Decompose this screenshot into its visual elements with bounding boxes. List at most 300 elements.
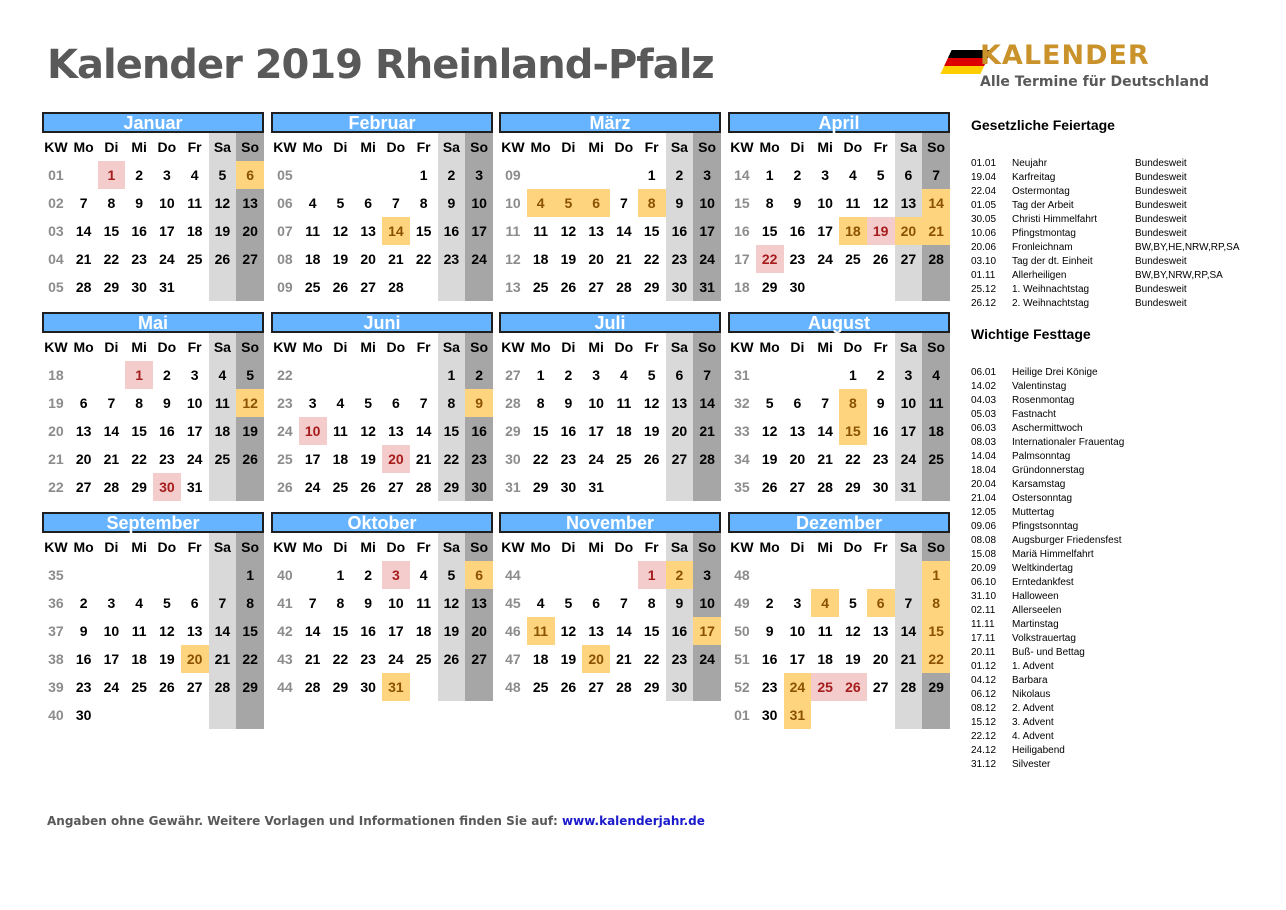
festday-name: Silvester bbox=[1012, 759, 1051, 770]
day-cell: 19 bbox=[761, 451, 778, 467]
month-1 bbox=[271, 112, 493, 301]
day-cell bbox=[922, 273, 950, 301]
day-cell: 28 bbox=[388, 279, 404, 295]
festday-row bbox=[971, 646, 1271, 660]
day-cell: 9 bbox=[666, 589, 694, 617]
day-cell bbox=[811, 561, 839, 589]
festday-date: 09.06 bbox=[971, 521, 997, 532]
day-cell: 27 bbox=[789, 479, 806, 495]
day-cell: 4 bbox=[527, 189, 555, 217]
day-cell: 27 bbox=[75, 479, 92, 495]
day-cell: 20 bbox=[465, 617, 493, 645]
day-cell: 9 bbox=[364, 595, 373, 611]
day-cell: 16 bbox=[761, 651, 778, 667]
week-number: 37 bbox=[48, 623, 64, 639]
day-cell: 12 bbox=[560, 623, 577, 639]
week-row bbox=[271, 273, 493, 301]
day-cell: 17 bbox=[817, 223, 833, 239]
day-cell: 18 bbox=[532, 651, 549, 667]
day-cell: 3 bbox=[693, 161, 721, 189]
day-cell: 11 bbox=[209, 389, 237, 417]
festday-date: 06.10 bbox=[971, 577, 997, 588]
day-cell: 5 bbox=[162, 595, 171, 611]
day-cell: 28 bbox=[895, 673, 923, 701]
day-cell: 10 bbox=[789, 623, 806, 639]
day-cell: 25 bbox=[616, 451, 632, 467]
day-cell bbox=[327, 161, 355, 189]
weekday-header: Mi bbox=[131, 539, 147, 555]
holiday-region: Bundesweit bbox=[1135, 284, 1187, 295]
day-cell: 11 bbox=[131, 623, 147, 639]
day-cell: 14 bbox=[616, 623, 632, 639]
day-cell: 24 bbox=[159, 251, 175, 267]
month-name: Mai bbox=[42, 312, 264, 333]
day-cell: 13 bbox=[895, 189, 923, 217]
day-cell: 12 bbox=[332, 223, 349, 239]
weekday-header: Mi bbox=[817, 139, 833, 155]
legal-holiday-row bbox=[971, 157, 1271, 171]
weekday-header: Mi bbox=[360, 539, 376, 555]
day-cell bbox=[98, 701, 126, 729]
festday-name: Volkstrauertag bbox=[1012, 633, 1076, 644]
day-cell: 20 bbox=[582, 645, 610, 673]
week-number: 25 bbox=[277, 451, 293, 467]
day-cell: 13 bbox=[666, 389, 694, 417]
day-cell: 23 bbox=[159, 451, 175, 467]
weekday-header: So bbox=[465, 533, 493, 561]
day-cell: 20 bbox=[360, 251, 376, 267]
week-row bbox=[499, 361, 721, 389]
holiday-date: 25.12 bbox=[971, 284, 997, 295]
day-cell: 26 bbox=[839, 673, 867, 701]
festday-row bbox=[971, 534, 1271, 548]
day-cell: 25 bbox=[131, 679, 147, 695]
day-cell: 7 bbox=[895, 589, 923, 617]
day-cell: 24 bbox=[388, 651, 404, 667]
week-number: 27 bbox=[505, 367, 521, 383]
day-cell: 23 bbox=[438, 245, 466, 273]
festday-row bbox=[971, 716, 1271, 730]
day-cell: 13 bbox=[236, 189, 264, 217]
day-cell: 22 bbox=[131, 451, 147, 467]
weekday-header: So bbox=[693, 333, 721, 361]
day-cell: 17 bbox=[186, 423, 203, 439]
festday-row bbox=[971, 744, 1271, 758]
festday-row bbox=[971, 422, 1271, 436]
week-row bbox=[271, 389, 493, 417]
week-row bbox=[499, 473, 721, 501]
day-cell: 16 bbox=[131, 223, 147, 239]
holiday-date: 22.04 bbox=[971, 186, 997, 197]
day-cell: 21 bbox=[209, 645, 237, 673]
weekday-header: Fr bbox=[416, 339, 431, 355]
week-number: 36 bbox=[48, 595, 64, 611]
week-number: 34 bbox=[734, 451, 750, 467]
day-cell: 15 bbox=[839, 417, 867, 445]
day-cell: 14 bbox=[616, 223, 632, 239]
day-cell: 28 bbox=[103, 479, 120, 495]
day-cell: 14 bbox=[103, 423, 120, 439]
day-cell: 19 bbox=[560, 651, 577, 667]
day-cell: 11 bbox=[527, 617, 555, 645]
week-number: 43 bbox=[277, 651, 293, 667]
weekday-header: Mi bbox=[588, 539, 604, 555]
week-number: 18 bbox=[734, 279, 750, 295]
week-number: 51 bbox=[734, 651, 750, 667]
week-number: 38 bbox=[48, 651, 64, 667]
day-cell bbox=[895, 701, 923, 729]
day-cell bbox=[895, 561, 923, 589]
weekday-header-row bbox=[42, 533, 264, 561]
day-cell: 26 bbox=[438, 645, 466, 673]
festday-date: 06.12 bbox=[971, 689, 997, 700]
weekday-header: Di bbox=[561, 339, 576, 355]
holiday-date: 26.12 bbox=[971, 298, 997, 309]
festday-name: Aschermittwoch bbox=[1012, 423, 1083, 434]
weekday-header: Sa bbox=[666, 333, 694, 361]
day-cell: 7 bbox=[619, 595, 628, 611]
day-cell bbox=[811, 273, 839, 301]
week-row bbox=[728, 389, 950, 417]
day-cell: 8 bbox=[765, 195, 774, 211]
day-cell: 31 bbox=[159, 279, 175, 295]
weekday-header: Fr bbox=[416, 539, 431, 555]
day-cell: 24 bbox=[186, 451, 203, 467]
day-cell: 15 bbox=[761, 223, 778, 239]
holiday-name: 1. Weihnachtstag bbox=[1012, 284, 1090, 295]
day-cell: 31 bbox=[693, 273, 721, 301]
week-number: 15 bbox=[734, 195, 750, 211]
festday-date: 04.12 bbox=[971, 675, 997, 686]
day-cell: 17 bbox=[789, 651, 806, 667]
month-name: Februar bbox=[271, 112, 493, 133]
weekday-header: So bbox=[236, 533, 264, 561]
day-cell: 28 bbox=[75, 279, 92, 295]
day-cell bbox=[465, 673, 493, 701]
week-row bbox=[728, 217, 950, 245]
day-cell: 11 bbox=[817, 623, 833, 639]
week-number: 35 bbox=[48, 567, 64, 583]
day-cell: 28 bbox=[304, 679, 321, 695]
week-row bbox=[728, 417, 950, 445]
holiday-region: Bundesweit bbox=[1135, 256, 1187, 267]
festday-row bbox=[971, 674, 1271, 688]
weekday-header-row bbox=[42, 333, 264, 361]
day-cell bbox=[299, 161, 327, 189]
festday-date: 08.12 bbox=[971, 703, 997, 714]
day-cell: 25 bbox=[922, 445, 950, 473]
holiday-region: Bundesweit bbox=[1135, 158, 1187, 169]
day-cell: 13 bbox=[388, 423, 404, 439]
festday-row bbox=[971, 660, 1271, 674]
week-number: 40 bbox=[48, 707, 64, 723]
weekday-header: KW bbox=[44, 339, 68, 355]
day-cell: 25 bbox=[332, 479, 349, 495]
day-cell: 16 bbox=[360, 623, 376, 639]
day-cell: 20 bbox=[588, 251, 604, 267]
week-number: 14 bbox=[734, 167, 750, 183]
festday-date: 20.09 bbox=[971, 563, 997, 574]
day-cell: 10 bbox=[465, 189, 493, 217]
day-cell: 17 bbox=[304, 451, 321, 467]
weekday-header: Fr bbox=[644, 539, 659, 555]
week-number: 03 bbox=[48, 223, 64, 239]
day-cell: 3 bbox=[592, 367, 601, 383]
day-cell: 20 bbox=[789, 451, 806, 467]
day-cell: 27 bbox=[666, 445, 694, 473]
month-name: November bbox=[499, 512, 721, 533]
day-cell: 31 bbox=[588, 479, 604, 495]
day-cell: 26 bbox=[643, 451, 660, 467]
day-cell: 26 bbox=[209, 245, 237, 273]
day-cell: 4 bbox=[336, 395, 345, 411]
week-row bbox=[271, 245, 493, 273]
festday-name: 1. Advent bbox=[1012, 661, 1054, 672]
week-number: 11 bbox=[505, 223, 521, 239]
day-cell: 3 bbox=[107, 595, 116, 611]
day-cell: 12 bbox=[560, 223, 577, 239]
week-row bbox=[42, 273, 264, 301]
day-cell: 20 bbox=[895, 217, 923, 245]
day-cell: 8 bbox=[135, 395, 144, 411]
week-row bbox=[499, 617, 721, 645]
day-cell: 10 bbox=[693, 589, 721, 617]
day-cell: 16 bbox=[789, 223, 806, 239]
week-row bbox=[42, 645, 264, 673]
day-cell: 14 bbox=[817, 423, 833, 439]
day-cell: 18 bbox=[922, 417, 950, 445]
day-cell: 7 bbox=[209, 589, 237, 617]
day-cell bbox=[867, 273, 895, 301]
week-row bbox=[42, 217, 264, 245]
day-cell: 29 bbox=[131, 479, 147, 495]
weekday-header: Fr bbox=[873, 139, 888, 155]
day-cell: 12 bbox=[209, 189, 237, 217]
day-cell: 26 bbox=[332, 279, 349, 295]
day-cell: 8 bbox=[922, 589, 950, 617]
week-row bbox=[42, 701, 264, 729]
festdays-list bbox=[971, 366, 1271, 772]
logo[interactable] bbox=[944, 42, 1214, 102]
week-row bbox=[499, 189, 721, 217]
day-cell bbox=[236, 701, 264, 729]
legal-holiday-row bbox=[971, 171, 1271, 185]
week-row bbox=[499, 217, 721, 245]
week-number: 13 bbox=[505, 279, 521, 295]
day-cell: 19 bbox=[845, 651, 861, 667]
day-cell: 7 bbox=[107, 395, 116, 411]
weekday-header: So bbox=[465, 333, 493, 361]
day-cell: 22 bbox=[103, 251, 120, 267]
holiday-region: Bundesweit bbox=[1135, 186, 1187, 197]
week-number: 09 bbox=[277, 279, 293, 295]
day-cell: 29 bbox=[643, 279, 660, 295]
weekday-header-row bbox=[271, 333, 493, 361]
week-number: 44 bbox=[277, 679, 293, 695]
day-cell: 1 bbox=[125, 361, 153, 389]
week-number: 50 bbox=[734, 623, 750, 639]
weekday-header: Sa bbox=[895, 133, 923, 161]
day-cell: 7 bbox=[419, 395, 428, 411]
festday-name: Valentinstag bbox=[1012, 381, 1067, 392]
festday-row bbox=[971, 688, 1271, 702]
day-cell: 1 bbox=[536, 367, 545, 383]
weekday-header: So bbox=[922, 533, 950, 561]
day-cell: 22 bbox=[236, 645, 264, 673]
day-cell: 4 bbox=[536, 595, 545, 611]
festday-date: 14.04 bbox=[971, 451, 997, 462]
day-cell: 17 bbox=[693, 617, 721, 645]
day-cell: 8 bbox=[107, 195, 116, 211]
festday-date: 06.03 bbox=[971, 423, 997, 434]
day-cell bbox=[839, 701, 867, 729]
day-cell: 24 bbox=[784, 673, 812, 701]
day-cell bbox=[153, 561, 181, 589]
day-cell: 14 bbox=[209, 617, 237, 645]
day-cell bbox=[527, 161, 555, 189]
day-cell: 8 bbox=[419, 195, 428, 211]
festday-name: Augsburger Friedensfest bbox=[1012, 535, 1122, 546]
week-row bbox=[271, 217, 493, 245]
week-number: 16 bbox=[734, 223, 750, 239]
legal-holiday-row bbox=[971, 213, 1271, 227]
day-cell: 11 bbox=[616, 395, 632, 411]
day-cell bbox=[209, 561, 237, 589]
day-cell: 13 bbox=[360, 223, 376, 239]
festday-row bbox=[971, 520, 1271, 534]
week-row bbox=[42, 673, 264, 701]
festday-date: 02.11 bbox=[971, 605, 996, 616]
month-name: Oktober bbox=[271, 512, 493, 533]
day-cell: 30 bbox=[666, 273, 694, 301]
holiday-region: Bundesweit bbox=[1135, 172, 1187, 183]
day-cell: 21 bbox=[817, 451, 833, 467]
day-cell: 20 bbox=[181, 645, 209, 673]
festday-row bbox=[971, 632, 1271, 646]
day-cell: 18 bbox=[839, 217, 867, 245]
festday-date: 20.04 bbox=[971, 479, 997, 490]
day-cell: 6 bbox=[364, 195, 373, 211]
day-cell: 29 bbox=[236, 673, 264, 701]
day-cell: 30 bbox=[360, 679, 376, 695]
week-row bbox=[271, 161, 493, 189]
day-cell: 27 bbox=[388, 479, 404, 495]
day-cell: 7 bbox=[922, 161, 950, 189]
day-cell bbox=[125, 701, 153, 729]
festday-name: Fastnacht bbox=[1012, 409, 1056, 420]
day-cell: 19 bbox=[360, 451, 376, 467]
holiday-region: BW,BY,HE,NRW,RP,SA bbox=[1135, 242, 1240, 253]
day-cell: 1 bbox=[438, 361, 466, 389]
week-number: 05 bbox=[48, 279, 64, 295]
festday-name: Mariä Himmelfahrt bbox=[1012, 549, 1094, 560]
day-cell: 10 bbox=[388, 595, 404, 611]
day-cell: 29 bbox=[103, 279, 120, 295]
weekday-header: KW bbox=[501, 139, 525, 155]
day-cell bbox=[410, 273, 438, 301]
weekday-header: Di bbox=[790, 339, 805, 355]
week-number: 26 bbox=[277, 479, 293, 495]
weekday-header: Do bbox=[614, 139, 634, 155]
weekday-header: Mo bbox=[73, 139, 94, 155]
day-cell bbox=[153, 701, 181, 729]
weekday-header: KW bbox=[501, 339, 525, 355]
day-cell: 21 bbox=[304, 651, 321, 667]
day-cell: 27 bbox=[895, 245, 923, 273]
day-cell: 13 bbox=[588, 223, 604, 239]
day-cell: 9 bbox=[465, 389, 493, 417]
day-cell: 23 bbox=[75, 679, 92, 695]
day-cell bbox=[181, 561, 209, 589]
day-cell: 3 bbox=[190, 367, 199, 383]
weekday-header: Sa bbox=[438, 133, 466, 161]
day-cell: 15 bbox=[332, 623, 349, 639]
weekday-header: Di bbox=[104, 539, 119, 555]
holiday-sidebar bbox=[971, 117, 1271, 772]
day-cell: 21 bbox=[616, 651, 632, 667]
week-row bbox=[728, 645, 950, 673]
day-cell: 9 bbox=[79, 623, 88, 639]
weekday-header: Mo bbox=[530, 339, 551, 355]
day-cell: 18 bbox=[332, 451, 349, 467]
day-cell: 27 bbox=[186, 679, 203, 695]
day-cell bbox=[465, 273, 493, 301]
day-cell: 2 bbox=[364, 567, 373, 583]
day-cell: 26 bbox=[560, 279, 577, 295]
week-row bbox=[728, 473, 950, 501]
day-cell bbox=[867, 701, 895, 729]
weekday-header-row bbox=[728, 133, 950, 161]
logo-tagline: Alle Termine für Deutschland bbox=[980, 74, 1210, 90]
month-9 bbox=[271, 512, 493, 701]
day-cell: 9 bbox=[135, 195, 144, 211]
week-number: 10 bbox=[505, 195, 521, 211]
weekday-header: Mi bbox=[131, 339, 147, 355]
day-cell: 8 bbox=[438, 389, 466, 417]
day-cell bbox=[354, 361, 382, 389]
footer-link[interactable]: www.kalenderjahr.de bbox=[562, 814, 705, 828]
weekday-header: KW bbox=[730, 539, 754, 555]
day-cell: 23 bbox=[789, 251, 806, 267]
day-cell: 3 bbox=[821, 167, 830, 183]
festday-name: Halloween bbox=[1012, 591, 1059, 602]
weekday-header: Fr bbox=[416, 139, 431, 155]
week-row bbox=[42, 245, 264, 273]
weekday-header-row bbox=[499, 333, 721, 361]
day-cell: 13 bbox=[872, 623, 889, 639]
weekday-header: KW bbox=[273, 339, 297, 355]
day-cell: 15 bbox=[643, 623, 660, 639]
weekday-header: So bbox=[922, 333, 950, 361]
day-cell: 16 bbox=[872, 423, 889, 439]
day-cell: 29 bbox=[845, 479, 861, 495]
week-number: 33 bbox=[734, 423, 750, 439]
month-10 bbox=[499, 512, 721, 701]
week-number: 22 bbox=[48, 479, 64, 495]
day-cell: 5 bbox=[364, 395, 373, 411]
week-row bbox=[499, 589, 721, 617]
weekday-header: Do bbox=[157, 139, 177, 155]
week-row bbox=[42, 617, 264, 645]
day-cell: 30 bbox=[560, 479, 577, 495]
day-cell: 5 bbox=[765, 395, 774, 411]
weekday-header: Di bbox=[333, 539, 348, 555]
day-cell bbox=[327, 361, 355, 389]
festday-row bbox=[971, 436, 1271, 450]
weekday-header: Mo bbox=[759, 139, 780, 155]
month-2 bbox=[499, 112, 721, 301]
month-name: April bbox=[728, 112, 950, 133]
